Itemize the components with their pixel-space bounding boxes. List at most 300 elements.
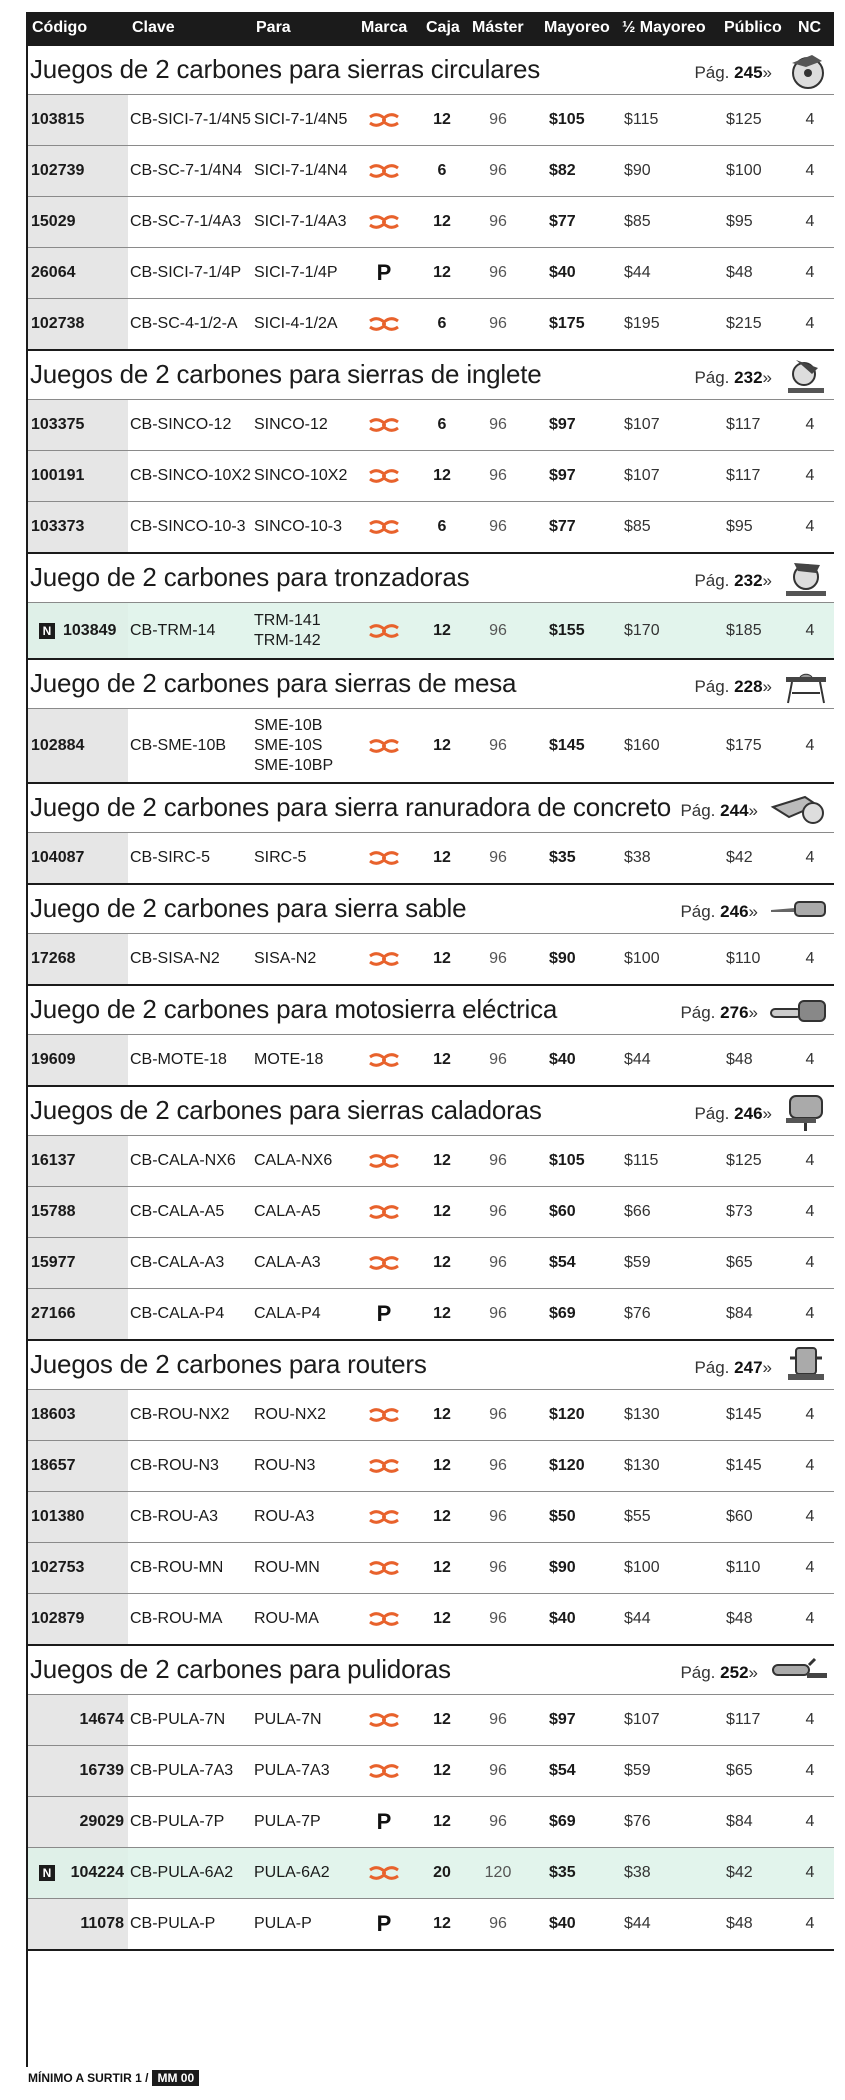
page-number: 247 [734, 1358, 763, 1377]
compatible-model: PULA-7P [254, 1813, 321, 1830]
brand-logo-icon [355, 1492, 413, 1542]
product-code [28, 1594, 128, 1644]
table-row[interactable] [28, 1745, 834, 1796]
master-qty: 120 [484, 1864, 512, 1881]
master-qty: 96 [489, 264, 507, 281]
table-row[interactable] [28, 1694, 834, 1745]
table-row[interactable] [28, 450, 834, 501]
brand-logo-icon [355, 833, 413, 883]
page-label: Pág. [694, 677, 730, 696]
page-label: Pág. [680, 902, 716, 921]
product-code [28, 400, 128, 450]
nc-value: 4 [805, 1305, 815, 1322]
product-code [28, 146, 128, 196]
price-medio-mayoreo: $44 [624, 1915, 651, 1932]
compatible-model: SINCO-10X2 [254, 467, 348, 484]
new-badge: N [39, 623, 55, 639]
product-clave: CB-PULA-6A2 [130, 1864, 234, 1881]
section-title: Juegos de 2 carbones para sierras de inglete [30, 359, 542, 389]
compatible-model: SME-10S [254, 736, 323, 754]
product-clave: CB-CALA-A3 [130, 1254, 225, 1271]
price-publico: $185 [726, 621, 762, 639]
price-mayoreo: $54 [549, 1254, 576, 1271]
nc-value: 4 [805, 849, 815, 866]
box-qty: 12 [433, 849, 451, 866]
brand-logo-icon [355, 1187, 413, 1237]
table-saw-icon [782, 663, 830, 705]
section-title-bar [28, 784, 834, 832]
master-qty: 96 [489, 950, 507, 967]
price-mayoreo: $82 [549, 162, 576, 179]
footer-text: MÍNIMO A SURTIR 1 / [28, 2071, 149, 2085]
price-medio-mayoreo: $90 [624, 162, 651, 179]
price-mayoreo: $97 [549, 416, 576, 433]
brand-logo-icon [355, 299, 413, 349]
price-publico: $110 [726, 1559, 761, 1576]
nc-value: 4 [805, 950, 815, 967]
page-label: Pág. [694, 368, 730, 387]
product-clave: CB-ROU-MN [130, 1559, 224, 1576]
header-mayoreo: Mayoreo [544, 19, 610, 36]
chevron-right-icon: » [748, 1663, 758, 1682]
header-codigo: Código [32, 19, 88, 36]
box-qty: 6 [437, 518, 447, 535]
box-qty: 6 [437, 416, 447, 433]
price-mayoreo: $35 [549, 849, 576, 866]
price-publico: $145 [726, 1406, 762, 1423]
section-title-bar [28, 986, 834, 1034]
price-publico: $48 [726, 1915, 753, 1932]
brand-p-logo [355, 1797, 413, 1847]
brand-p-logo [355, 1289, 413, 1339]
brand-logo-icon [355, 603, 413, 658]
product-code [28, 1238, 128, 1288]
product-code [28, 451, 128, 501]
table-row[interactable] [28, 298, 834, 349]
nc-value: 4 [805, 1610, 815, 1627]
brand-logo-icon [355, 1543, 413, 1593]
price-medio-mayoreo: $38 [624, 1864, 651, 1881]
page-number: 246 [734, 1104, 763, 1123]
table-row[interactable] [28, 708, 834, 782]
price-medio-mayoreo: $76 [624, 1305, 651, 1322]
compatible-models [254, 1492, 314, 1542]
section [28, 782, 834, 883]
nc-value: 4 [805, 264, 815, 281]
product-code-value: 16739 [79, 1762, 124, 1779]
table-row[interactable] [28, 1898, 834, 1949]
master-qty: 96 [489, 1051, 507, 1068]
page-reference[interactable] [680, 1663, 758, 1683]
product-clave: CB-SICI-7-1/4P [130, 264, 242, 281]
compatible-model: SICI-7-1/4N4 [254, 162, 348, 179]
brand-logo-icon [355, 197, 413, 247]
nc-value: 4 [805, 1203, 815, 1220]
brand-logo-icon [355, 934, 413, 984]
section-title-bar [28, 885, 834, 933]
page-number: 252 [720, 1663, 749, 1682]
master-qty: 96 [489, 1406, 507, 1423]
box-qty: 12 [433, 1711, 451, 1728]
nc-value: 4 [805, 162, 815, 179]
price-mayoreo: $69 [549, 1305, 576, 1322]
page-label: Pág. [694, 1104, 730, 1123]
product-clave: CB-ROU-A3 [130, 1508, 219, 1525]
concrete-groover-icon [768, 787, 830, 829]
product-code-value: 104224 [70, 1864, 124, 1881]
brand-logo-icon [355, 1441, 413, 1491]
price-medio-mayoreo: $59 [624, 1254, 651, 1271]
product-code-value: 15977 [31, 1254, 76, 1271]
product-clave: CB-SC-4-1/2-A [130, 315, 238, 332]
page-reference[interactable] [694, 63, 772, 83]
table-row[interactable] [28, 247, 834, 298]
price-mayoreo: $77 [549, 518, 576, 535]
price-mayoreo: $50 [549, 1508, 576, 1525]
product-code-value: 11078 [80, 1915, 124, 1932]
section [28, 883, 834, 984]
table-row[interactable] [28, 1389, 834, 1440]
page-number: 232 [734, 571, 763, 590]
table-row[interactable] [28, 1237, 834, 1288]
section [28, 658, 834, 782]
section-title: Juego de 2 carbones para motosierra eléctrica [30, 994, 558, 1024]
table-row[interactable] [28, 1135, 834, 1186]
section-title: Juegos de 2 carbones para pulidoras [30, 1654, 451, 1684]
brand-logo-icon [355, 502, 413, 552]
section [28, 1339, 834, 1644]
section [28, 1085, 834, 1339]
compatible-models [254, 299, 338, 349]
price-mayoreo: $40 [549, 1915, 576, 1932]
product-code-value: 15788 [31, 1203, 76, 1220]
chevron-right-icon: » [762, 571, 772, 590]
product-clave: CB-CALA-NX6 [130, 1152, 236, 1169]
table-header [28, 12, 834, 44]
chevron-right-icon: » [762, 368, 772, 387]
section-title-bar [28, 1341, 834, 1389]
price-mayoreo: $54 [549, 1762, 576, 1779]
compatible-model: ROU-N3 [254, 1457, 316, 1474]
miter-saw-icon [782, 354, 830, 396]
nc-value: 4 [805, 1864, 815, 1881]
page-label: Pág. [680, 1663, 716, 1682]
chevron-right-icon: » [762, 677, 772, 696]
product-code [28, 1390, 128, 1440]
price-mayoreo: $77 [549, 213, 576, 230]
compatible-models [254, 1035, 323, 1085]
product-code-value: 17268 [31, 950, 76, 967]
chevron-right-icon: » [748, 1003, 758, 1022]
compatible-model: MOTE-18 [254, 1051, 324, 1068]
price-medio-mayoreo: $195 [624, 315, 660, 332]
nc-value: 4 [805, 1559, 815, 1576]
master-qty: 96 [489, 1762, 507, 1779]
compatible-model: CALA-A3 [254, 1254, 321, 1271]
product-code-value: 103375 [31, 416, 85, 433]
price-publico: $48 [726, 264, 753, 281]
brand-logo-icon [355, 1594, 413, 1644]
product-code-value: 103373 [31, 518, 85, 535]
compatible-model: CALA-P4 [254, 1305, 321, 1322]
product-code [28, 833, 128, 883]
page-label: Pág. [680, 1003, 716, 1022]
price-mayoreo: $145 [549, 736, 585, 754]
section-title-bar [28, 351, 834, 399]
price-publico: $48 [726, 1051, 753, 1068]
nc-value: 4 [805, 1051, 815, 1068]
price-publico: $110 [726, 950, 761, 967]
table-row[interactable] [28, 196, 834, 247]
table-row[interactable] [28, 602, 834, 658]
nc-value: 4 [805, 1406, 815, 1423]
product-clave: CB-CALA-P4 [130, 1305, 225, 1322]
price-mayoreo: $120 [549, 1406, 585, 1423]
price-publico: $65 [726, 1254, 753, 1271]
master-qty: 96 [489, 1254, 507, 1271]
product-code-value: 29029 [79, 1813, 124, 1830]
product-clave: CB-TRM-14 [130, 621, 216, 639]
price-publico: $100 [726, 162, 762, 179]
price-publico: $84 [726, 1813, 753, 1830]
compatible-model: SME-10BP [254, 756, 334, 774]
box-qty: 12 [433, 1254, 451, 1271]
section-title: Juego de 2 carbones para sierra ranuradora de concreto [30, 792, 672, 822]
page-reference[interactable] [694, 571, 772, 591]
product-code [28, 95, 128, 145]
product-clave: CB-SISA-N2 [130, 950, 220, 967]
master-qty: 96 [489, 621, 507, 639]
section-title-bar [28, 1087, 834, 1135]
compatible-model: SINCO-12 [254, 416, 328, 433]
page-reference[interactable] [694, 677, 772, 697]
compatible-models [254, 709, 333, 782]
page-reference[interactable] [680, 1003, 758, 1023]
price-medio-mayoreo: $44 [624, 1051, 651, 1068]
box-qty: 20 [433, 1864, 451, 1881]
product-code-value: 14674 [79, 1711, 124, 1728]
compatible-models [254, 146, 347, 196]
price-medio-mayoreo: $100 [624, 950, 660, 967]
table-row[interactable] [28, 145, 834, 196]
compatible-models [254, 1695, 322, 1745]
compatible-models [254, 248, 338, 298]
product-code [28, 934, 128, 984]
page-reference[interactable] [680, 902, 758, 922]
product-code [28, 1187, 128, 1237]
box-qty: 12 [433, 1508, 451, 1525]
nc-value: 4 [805, 416, 815, 433]
product-code-value: 103849 [63, 621, 117, 639]
section-title-bar [28, 660, 834, 708]
product-clave: CB-SINCO-10-3 [130, 518, 246, 535]
chevron-right-icon: » [762, 1358, 772, 1377]
product-code [28, 197, 128, 247]
section-title: Juego de 2 carbones para tronzadoras [30, 562, 470, 592]
product-code-value: 100191 [31, 467, 85, 484]
master-qty: 96 [489, 1457, 507, 1474]
product-clave: CB-PULA-P [130, 1915, 216, 1932]
compatible-models [254, 1289, 321, 1339]
price-medio-mayoreo: $66 [624, 1203, 651, 1220]
compatible-models [254, 1746, 330, 1796]
table-row[interactable] [28, 832, 834, 883]
price-medio-mayoreo: $115 [624, 1152, 659, 1169]
product-clave: CB-PULA-7P [130, 1813, 225, 1830]
page-reference[interactable] [694, 1358, 772, 1378]
product-code [28, 1797, 128, 1847]
page-reference[interactable] [694, 1104, 772, 1124]
brand-logo-icon [355, 1695, 413, 1745]
price-publico: $175 [726, 736, 762, 754]
compatible-models [254, 1441, 315, 1491]
product-code-value: 18657 [31, 1457, 76, 1474]
product-code-value: 102739 [31, 162, 85, 179]
compatible-model: ROU-MA [254, 1610, 319, 1627]
master-qty: 96 [489, 315, 507, 332]
brand-p-logo [355, 248, 413, 298]
header-marca: Marca [361, 19, 408, 36]
box-qty: 12 [433, 213, 451, 230]
price-medio-mayoreo: $160 [624, 736, 660, 754]
brand-logo-icon [355, 1238, 413, 1288]
nc-value: 4 [805, 1457, 815, 1474]
product-code [28, 1899, 128, 1949]
compatible-model: ROU-MN [254, 1559, 320, 1576]
product-clave: CB-SIRC-5 [130, 849, 211, 866]
price-mayoreo: $40 [549, 1051, 576, 1068]
section-title: Juego de 2 carbones para sierra sable [30, 893, 467, 923]
circular-saw-icon [782, 49, 830, 91]
table-row[interactable] [28, 1542, 834, 1593]
product-code-value: 27166 [31, 1305, 76, 1322]
product-code-value: 102879 [31, 1610, 85, 1627]
nc-value: 4 [805, 518, 815, 535]
table-row[interactable] [28, 1491, 834, 1542]
product-clave: CB-PULA-7A3 [130, 1762, 234, 1779]
table-row[interactable] [28, 94, 834, 145]
product-code [28, 1848, 128, 1898]
compatible-models [254, 1187, 321, 1237]
box-qty: 12 [433, 1051, 451, 1068]
price-medio-mayoreo: $115 [624, 111, 659, 128]
price-publico: $125 [726, 111, 762, 128]
section-title: Juegos de 2 carbones para sierras caladoras [30, 1095, 542, 1125]
table-row[interactable] [28, 1796, 834, 1847]
price-medio-mayoreo: $107 [624, 467, 660, 484]
price-publico: $145 [726, 1457, 762, 1474]
header-master: Máster [472, 19, 524, 36]
section-title-bar [28, 1646, 834, 1694]
nc-value: 4 [805, 1152, 815, 1169]
box-qty: 12 [433, 1559, 451, 1576]
compatible-models [254, 1543, 320, 1593]
page-label: Pág. [694, 571, 730, 590]
price-mayoreo: $40 [549, 264, 576, 281]
table-end-rule [28, 1949, 834, 1951]
price-publico: $42 [726, 1864, 753, 1881]
compatible-model: PULA-7N [254, 1711, 322, 1728]
product-clave: CB-SINCO-12 [130, 416, 232, 433]
brand-logo-icon [355, 95, 413, 145]
box-qty: 12 [433, 1203, 451, 1220]
compatible-model: PULA-7A3 [254, 1762, 330, 1779]
product-code [28, 709, 128, 782]
page-number: 244 [720, 801, 749, 820]
master-qty: 96 [489, 1508, 507, 1525]
compatible-models [254, 1594, 319, 1644]
price-publico: $215 [726, 315, 762, 332]
compatible-model: PULA-6A2 [254, 1864, 330, 1881]
box-qty: 12 [433, 111, 451, 128]
compatible-models [254, 502, 342, 552]
table-row[interactable] [28, 1034, 834, 1085]
table-row[interactable] [28, 933, 834, 984]
page-number: 246 [720, 902, 749, 921]
brand-logo-icon [355, 709, 413, 782]
compatible-model: CALA-A5 [254, 1203, 321, 1220]
box-qty: 12 [433, 1915, 451, 1932]
product-code-value: 104087 [31, 849, 85, 866]
master-qty: 96 [489, 1915, 507, 1932]
header-nc: NC [798, 19, 822, 36]
compatible-models [254, 833, 306, 883]
table-row[interactable] [28, 399, 834, 450]
chevron-right-icon: » [748, 801, 758, 820]
price-publico: $117 [726, 416, 761, 433]
router-icon [782, 1344, 830, 1386]
price-mayoreo: $35 [549, 1864, 576, 1881]
table-row[interactable] [28, 1186, 834, 1237]
price-medio-mayoreo: $85 [624, 518, 651, 535]
section-title-bar [28, 554, 834, 602]
box-qty: 12 [433, 1762, 451, 1779]
page-reference[interactable] [680, 801, 758, 821]
compatible-model: SICI-7-1/4P [254, 264, 338, 281]
page-number: 232 [734, 368, 763, 387]
product-code [28, 1289, 128, 1339]
product-code [28, 1695, 128, 1745]
price-mayoreo: $69 [549, 1813, 576, 1830]
master-qty: 96 [489, 1203, 507, 1220]
table-row[interactable] [28, 1440, 834, 1491]
chevron-right-icon: » [762, 63, 772, 82]
table-row[interactable] [28, 1288, 834, 1339]
table-row[interactable] [28, 1593, 834, 1644]
nc-value: 4 [805, 1254, 815, 1271]
new-badge: N [39, 1865, 55, 1881]
product-clave: CB-SICI-7-1/4N5 [130, 111, 251, 128]
price-mayoreo: $40 [549, 1610, 576, 1627]
product-code-value: 102738 [31, 315, 85, 332]
compatible-models [254, 400, 328, 450]
brand-p-letter: P [376, 1911, 392, 1936]
master-qty: 96 [489, 1305, 507, 1322]
box-qty: 12 [433, 1152, 451, 1169]
nc-value: 4 [805, 621, 815, 639]
header-caja: Caja [426, 19, 460, 36]
product-code-value: 103815 [31, 111, 85, 128]
product-code-value: 15029 [31, 213, 76, 230]
compatible-model: TRM-141 [254, 611, 321, 629]
nc-value: 4 [805, 111, 815, 128]
brand-logo-icon [355, 1848, 413, 1898]
table-row[interactable] [28, 501, 834, 552]
product-code-value: 19609 [31, 1051, 76, 1068]
page-reference[interactable] [694, 368, 772, 388]
product-code [28, 1035, 128, 1085]
table-row[interactable] [28, 1847, 834, 1898]
